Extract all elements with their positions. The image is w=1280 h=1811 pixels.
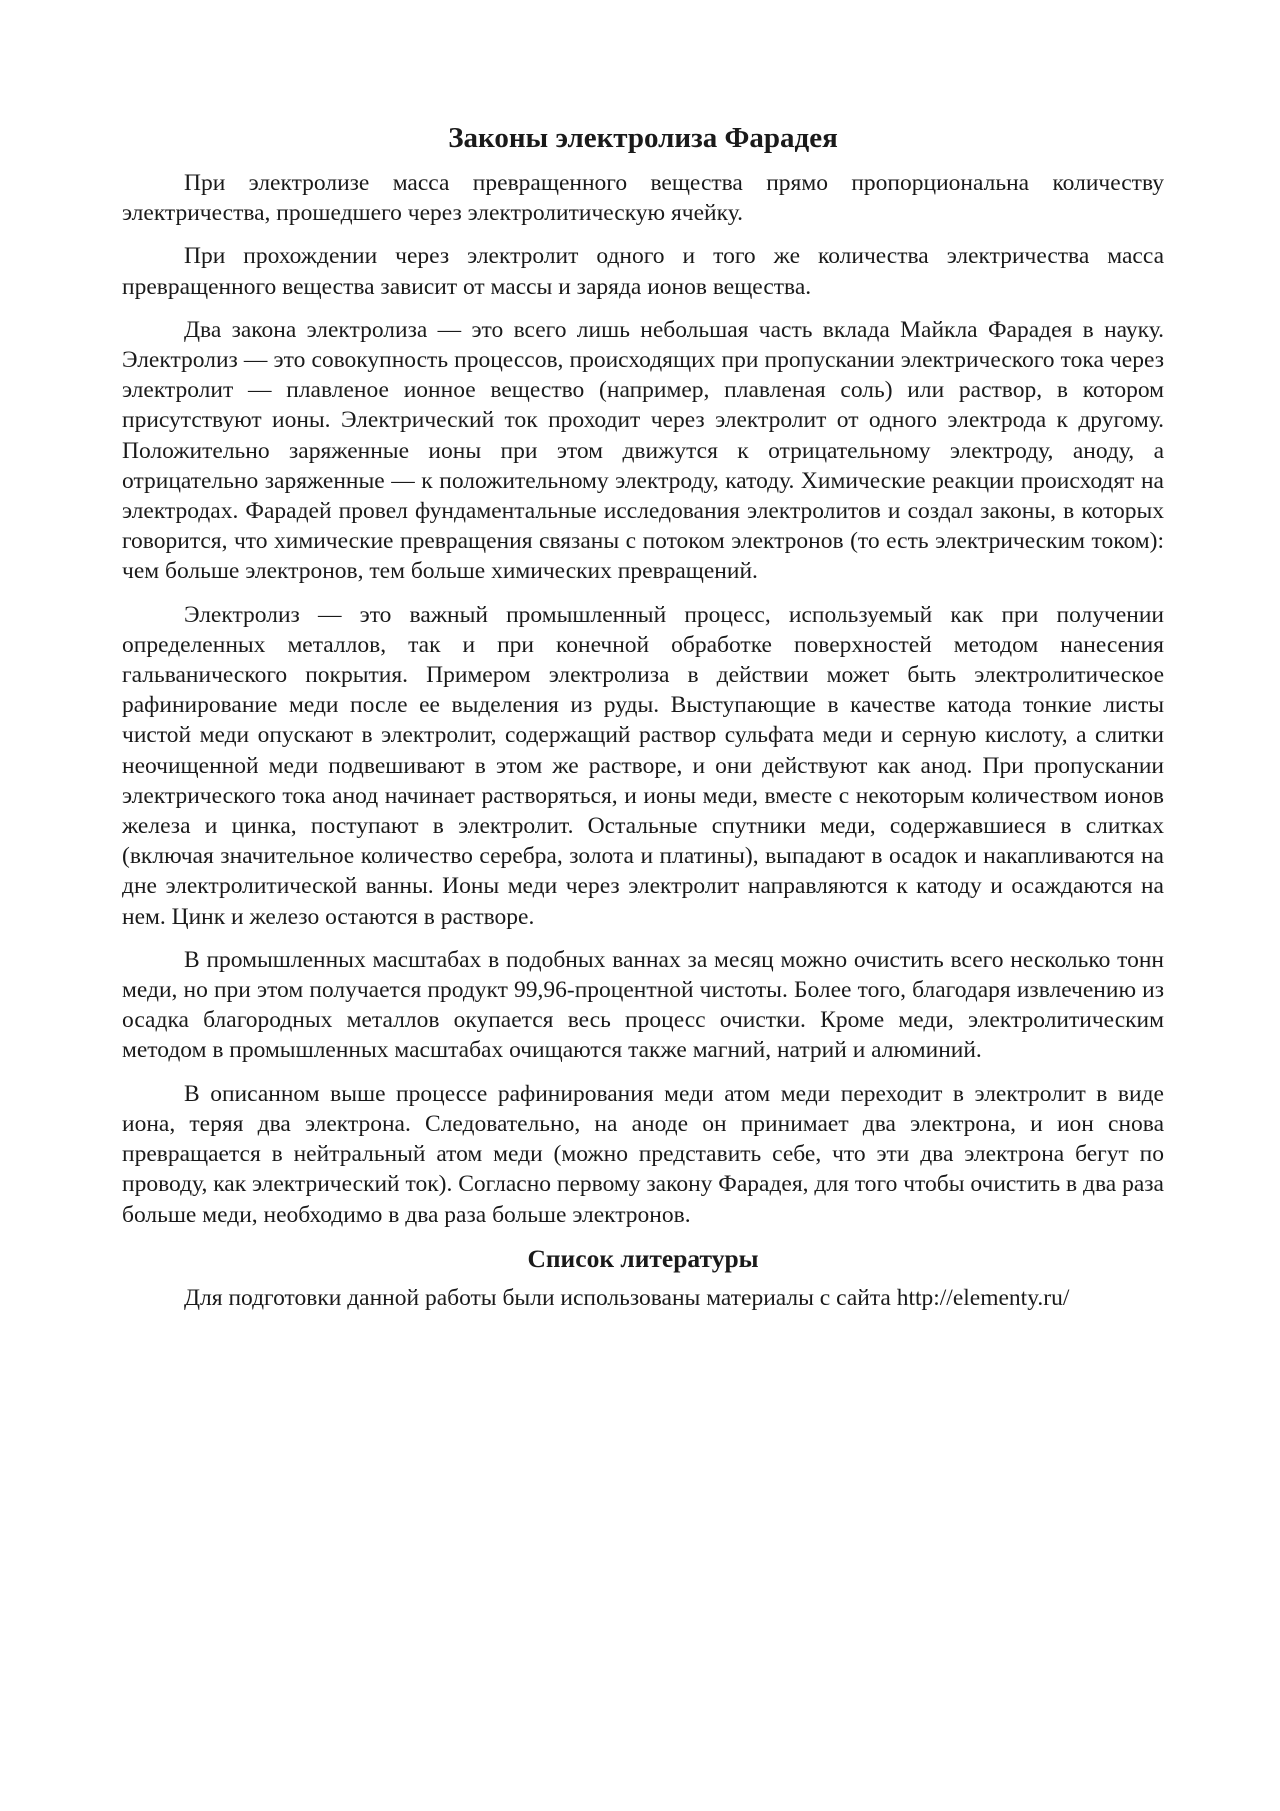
paragraph-5: В промышленных масштабах в подобных ваннах за месяц можно очистить всего несколько тонн меди, но при этом получается продукт 99,96-процентной чистоты. Более того, благодаря извлечению из осадка благородных металлов окупается весь процесс очистки. Кроме меди, электролитическим методом в промышленных масштабах очищаются также магний, натрий и алюминий. xyxy=(122,946,1164,1064)
document-page xyxy=(122,120,1164,1326)
references-text: Для подготовки данной работы были использованы материалы с сайта http://elementy.ru/ xyxy=(184,1284,1070,1311)
paragraph-3: Два закона электролиза — это всего лишь небольшая часть вклада Майкла Фарадея в науку. Электролиз — это совокупность процессов, происходящих при пропускании электрического тока через электролит — плавленое ионное вещество (например, плавленая соль) или раствор, в котором присутствуют ионы. Электрический ток проходит через электролит от одного электрода к другому. Положительно заряженные ионы при этом движутся к отрицательному электроду, аноду, а отрицательно заряженные — к положительному электроду, катоду. Химические реакции происходят на электродах. Фарадей провел фундаментальные исследования электролитов и создал законы, в которых говорится, что химические превращения связаны с потоком электронов (то есть электрическим током): чем больше электронов, тем больше химических превращений. xyxy=(122,316,1164,585)
references-heading: Список литературы xyxy=(527,1243,759,1273)
paragraph-2: При прохождении через электролит одного и того же количества электричества масса превращенного вещества зависит от массы и заряда ионов вещества. xyxy=(122,243,1164,300)
paragraph-4: Электролиз — это важный промышленный процесс, используемый как при получении определенных металлов, так и при конечной обработке поверхностей методом нанесения гальванического покрытия. Примером электролиза в действии может быть электролитическое рафинирование меди после ее выделения из руды. Выступающие в качестве катода тонкие листы чистой меди опускают в электролит, содержащий раствор сульфата меди и серную кислоту, а слитки неочищенной меди подвешивают в этом же растворе, и они действуют как анод. При пропускании электрического тока анод начинает растворяться, и ионы меди, вместе с некоторым количеством ионов железа и цинка, поступают в электролит. Остальные спутники меди, содержавшиеся в слитках (включая значительное количество серебра, золота и платины), выпадают в осадок и накапливаются на дне электролитической ванны. Ионы меди через электролит направляются к катоду и осаждаются на нем. Цинк и железо остаются в растворе. xyxy=(122,601,1164,930)
document-title: Законы электролиза Фарадея xyxy=(448,122,838,154)
paragraph-1: При электролизе масса превращенного вещества прямо пропорциональна количеству электричества, прошедшего через электролитическую ячейку. xyxy=(122,170,1164,227)
paragraph-6: В описанном выше процессе рафинирования меди атом меди переходит в электролит в виде иона, теряя два электрона. Следовательно, на аноде он принимает два электрона, и ион снова превращается в нейтральный атом меди (можно представить себе, что эти два электрона бегут по проводу, как электрический ток). Согласно первому закону Фарадея, для того чтобы очистить в два раза больше меди, необходимо в два раза больше электронов. xyxy=(122,1080,1164,1228)
